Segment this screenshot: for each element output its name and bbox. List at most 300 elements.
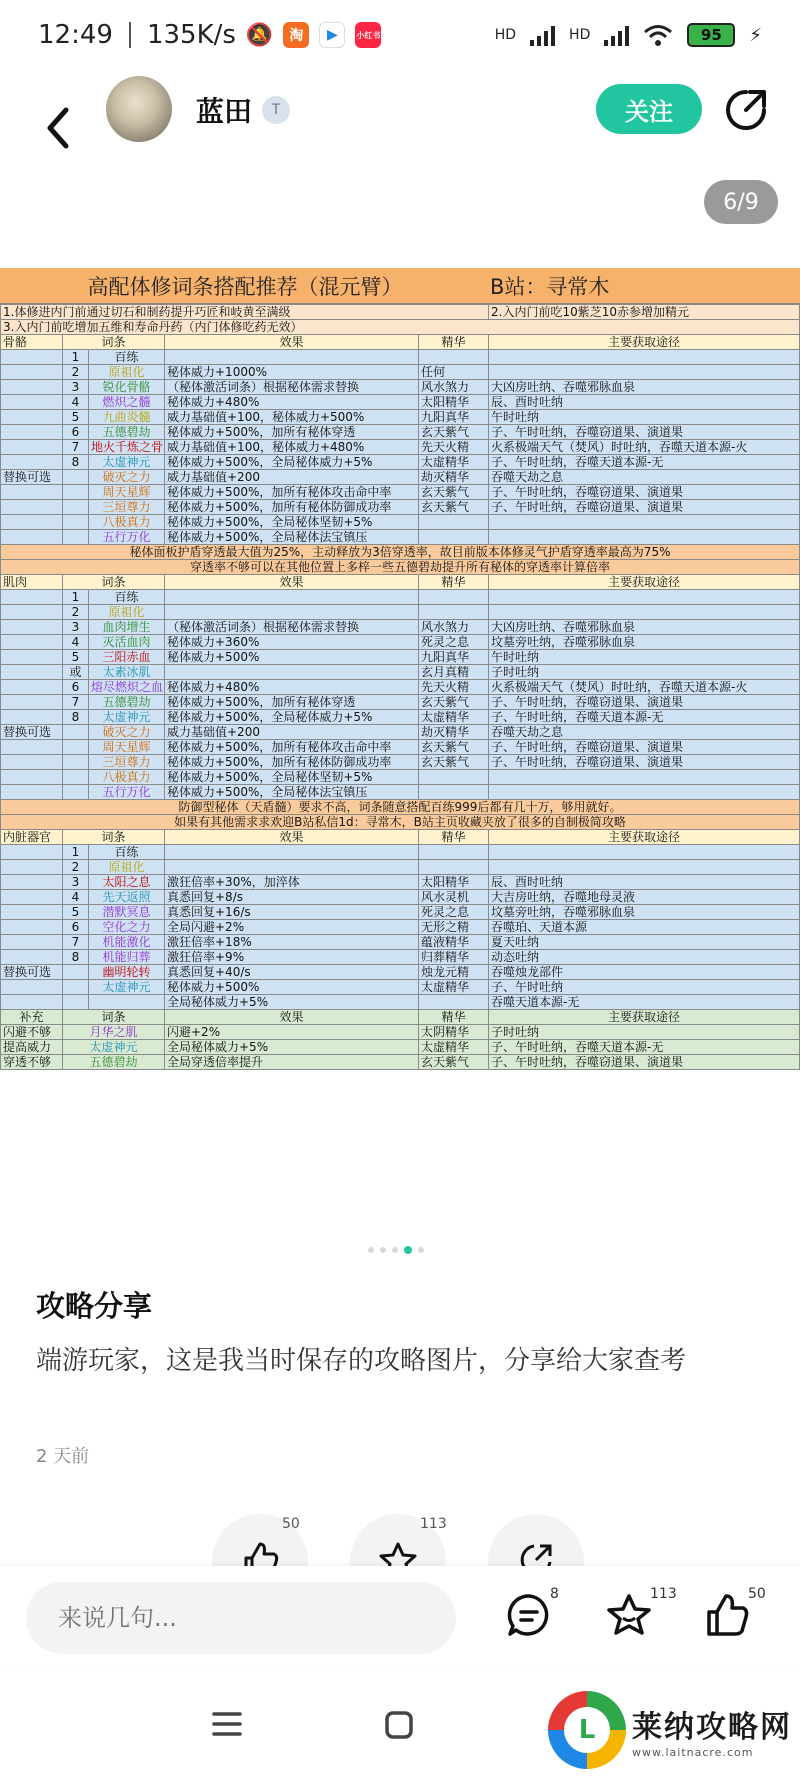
- thumbs-up-bottom-icon[interactable]: [704, 1592, 750, 1638]
- table-cell: 6: [63, 425, 89, 440]
- entry-name: 破灭之力: [89, 725, 165, 740]
- table-cell: 太虚精华: [419, 710, 489, 725]
- table-cell: [1, 365, 63, 380]
- table-cell: 2: [63, 605, 89, 620]
- column-header: 主要获取途径: [489, 575, 800, 590]
- entry-name: 潜默冥息: [89, 905, 165, 920]
- entry-name: 机能归葬: [89, 950, 165, 965]
- table-cell: [1, 440, 63, 455]
- table-cell: 穿透不够: [1, 1055, 63, 1070]
- table-cell: 烛龙元精: [419, 965, 489, 980]
- carousel-dots: [368, 1246, 424, 1254]
- table-cell: 劫灭精华: [419, 470, 489, 485]
- table-cell: [63, 770, 89, 785]
- table-cell: 1.体修进内门前通过切石和制药提升巧匠和岐黄至满级: [1, 305, 489, 320]
- table-cell: 全局秘体威力+5%: [165, 1040, 419, 1055]
- table-cell: [63, 530, 89, 545]
- xiaohongshu-app-icon: 小红书: [355, 22, 381, 48]
- wifi-icon: [643, 23, 673, 47]
- entry-name: 太素冰肌: [89, 665, 165, 680]
- table-cell: 坟墓旁吐纳，吞噬邪脉血泉: [489, 905, 800, 920]
- table-cell: （秘体激活词条）根据秘体需求替换: [165, 380, 419, 395]
- table-cell: [63, 755, 89, 770]
- table-cell: [165, 605, 419, 620]
- column-header: 精华: [419, 830, 489, 845]
- table-cell: [63, 485, 89, 500]
- table-cell: [1, 740, 63, 755]
- table-cell: 5: [63, 410, 89, 425]
- table-row: [1, 530, 800, 545]
- table-row: [1, 785, 800, 800]
- guide-table: [0, 304, 800, 1070]
- table-cell: （秘体激活词条）根据秘体需求替换: [165, 620, 419, 635]
- entry-name: 地火千炼之骨: [89, 440, 165, 455]
- column-header: 效果: [165, 335, 419, 350]
- table-cell: [1, 905, 63, 920]
- comment-bar: [0, 1566, 800, 1666]
- table-cell: 太阳精华: [419, 395, 489, 410]
- table-cell: [1, 455, 63, 470]
- table-cell: 风水煞力: [419, 620, 489, 635]
- table-row: [1, 545, 800, 560]
- entry-name: 周天星辉: [89, 740, 165, 755]
- table-cell: [1, 950, 63, 965]
- table-cell: [1, 410, 63, 425]
- carousel-dot: [392, 1247, 398, 1253]
- table-row: [1, 515, 800, 530]
- table-cell: 蕴液精华: [419, 935, 489, 950]
- entry-name: 熔尽燃炽之血: [89, 680, 165, 695]
- entry-name: 太阳之息: [89, 875, 165, 890]
- table-cell: 5: [63, 905, 89, 920]
- table-row: [1, 695, 800, 710]
- entry-name: 灭活血肉: [89, 635, 165, 650]
- table-row: [1, 830, 800, 845]
- table-cell: 玄天紫气: [419, 740, 489, 755]
- table-cell: 秘体威力+500%，全局秘体法宝镇压: [165, 530, 419, 545]
- table-cell: 威力基础值+100，秘体威力+480%: [165, 440, 419, 455]
- post-body: 端游玩家，这是我当时保存的攻略图片，分享给大家查考: [36, 1346, 687, 1376]
- hd-label-2: HD: [569, 27, 591, 43]
- table-cell: [1, 935, 63, 950]
- table-cell: 太虚精华: [419, 1040, 489, 1055]
- table-cell: 4: [63, 890, 89, 905]
- table-row: [1, 995, 800, 1010]
- table-row: [1, 1055, 800, 1070]
- table-cell: 太阳精华: [419, 875, 489, 890]
- table-cell: 秘体威力+500%，全局秘体坚韧+5%: [165, 770, 419, 785]
- guide-title-row: [0, 268, 800, 304]
- table-cell: 火系极端天气（焚风）时吐纳，吞噬天道本源-火: [489, 440, 800, 455]
- table-cell: 子、午时吐纳，吞噬窃道果、演道果: [489, 740, 800, 755]
- table-cell: 秘体威力+500%，加所有秘体穿透: [165, 425, 419, 440]
- table-cell: 玄天紫气: [419, 1055, 489, 1070]
- table-cell: 玄天紫气: [419, 485, 489, 500]
- table-cell: [1, 635, 63, 650]
- table-cell: 秘体威力+500%，全局秘体法宝镇压: [165, 785, 419, 800]
- table-cell: [1, 890, 63, 905]
- table-row: [1, 860, 800, 875]
- table-cell: [489, 860, 800, 875]
- table-cell: [489, 605, 800, 620]
- table-cell: [165, 860, 419, 875]
- table-cell: 秘体威力+480%: [165, 680, 419, 695]
- column-header: 效果: [165, 575, 419, 590]
- table-cell: 6: [63, 920, 89, 935]
- column-header: 词条: [63, 575, 165, 590]
- table-cell: 5: [63, 650, 89, 665]
- table-cell: 玄天紫气: [419, 500, 489, 515]
- table-cell: 3.入内门前吃增加五维和寿命丹药（内门体修吃药无效）: [1, 320, 800, 335]
- column-header: 词条: [63, 830, 165, 845]
- table-cell: 任何: [419, 365, 489, 380]
- table-cell: 大凶房吐纳、吞噬邪脉血泉: [489, 620, 800, 635]
- table-cell: [419, 860, 489, 875]
- play-store-icon: ▶: [319, 22, 345, 48]
- table-row: [1, 395, 800, 410]
- table-cell: 大吉房吐纳，吞噬地母灵液: [489, 890, 800, 905]
- table-cell: 秘体威力+500%，加所有秘体攻击命中率: [165, 485, 419, 500]
- table-cell: [165, 665, 419, 680]
- signal-icon-2: [604, 24, 629, 46]
- column-header: 补充: [1, 1010, 63, 1025]
- entry-name: [89, 995, 165, 1010]
- share-icon[interactable]: [724, 88, 768, 132]
- watermark-logo: L: [548, 1691, 626, 1769]
- table-cell: 子、午时吐纳，吞噬窃道果、演道果: [489, 1055, 800, 1070]
- table-cell: 风水煞力: [419, 380, 489, 395]
- table-cell: 秘体威力+500%，全局秘体威力+5%: [165, 710, 419, 725]
- table-row: [1, 350, 800, 365]
- column-header: 精华: [419, 575, 489, 590]
- carousel-dot: [380, 1247, 386, 1253]
- table-row: [1, 1025, 800, 1040]
- table-cell: 闪避+2%: [165, 1025, 419, 1040]
- table-cell: 2: [63, 860, 89, 875]
- table-row: [1, 935, 800, 950]
- table-cell: [1, 710, 63, 725]
- table-cell: 真悉回复+16/s: [165, 905, 419, 920]
- column-header: 主要获取途径: [489, 1010, 800, 1025]
- table-cell: 7: [63, 440, 89, 455]
- battery-indicator: 95: [687, 23, 735, 47]
- entry-name: 破灭之力: [89, 470, 165, 485]
- carousel-dot: [418, 1247, 424, 1253]
- table-cell: 或: [63, 665, 89, 680]
- entry-name: 太虚神元: [89, 710, 165, 725]
- table-cell: 全局秘体威力+5%: [165, 995, 419, 1010]
- column-header: 主要获取途径: [489, 830, 800, 845]
- column-header: 词条: [63, 1010, 165, 1025]
- table-cell: 玄天紫气: [419, 425, 489, 440]
- table-row: [1, 500, 800, 515]
- follow-button[interactable]: 关注: [596, 84, 702, 134]
- action-row: [0, 1514, 800, 1564]
- table-cell: 秘体威力+500%，全局秘体坚韧+5%: [165, 515, 419, 530]
- table-cell: [1, 605, 63, 620]
- entry-name: 原祖化: [89, 605, 165, 620]
- entry-name: 三垣尊力: [89, 755, 165, 770]
- table-row: [1, 575, 800, 590]
- table-row: [1, 440, 800, 455]
- table-cell: [63, 470, 89, 485]
- table-cell: 吞噬珀、天道本源: [489, 920, 800, 935]
- table-cell: 激狂倍率+18%: [165, 935, 419, 950]
- table-cell: 无形之精: [419, 920, 489, 935]
- entry-name: 百练: [89, 350, 165, 365]
- table-cell: [1, 875, 63, 890]
- table-cell: 吞噬天劫之息: [489, 470, 800, 485]
- entry-name: 九曲炎髓: [89, 410, 165, 425]
- table-cell: [1, 665, 63, 680]
- table-cell: 吞噬天道本源-无: [489, 995, 800, 1010]
- table-cell: [1, 425, 63, 440]
- table-row: [1, 320, 800, 335]
- column-header: 效果: [165, 1010, 419, 1025]
- table-cell: 4: [63, 395, 89, 410]
- table-cell: 秘体威力+500%，全局秘体威力+5%: [165, 455, 419, 470]
- table-cell: [1, 785, 63, 800]
- table-cell: [489, 530, 800, 545]
- watermark-url: www.laitnacre.com: [632, 1745, 754, 1759]
- table-row: [1, 665, 800, 680]
- entry-name: 三垣尊力: [89, 500, 165, 515]
- favorite-star-icon[interactable]: [606, 1592, 652, 1638]
- table-cell: [489, 515, 800, 530]
- table-row: [1, 725, 800, 740]
- table-note: 穿透率不够可以在其他位置上多梓一些五德碧劫提升所有秘体的穿透率计算倍率: [1, 560, 800, 575]
- table-cell: [165, 350, 419, 365]
- table-cell: [489, 590, 800, 605]
- table-cell: 3: [63, 620, 89, 635]
- entry-name: 血肉增生: [89, 620, 165, 635]
- charging-icon: ⚡: [749, 24, 762, 46]
- table-cell: 午时吐纳: [489, 650, 800, 665]
- table-row: [1, 1040, 800, 1055]
- table-cell: [1, 695, 63, 710]
- mute-bell-icon: 🔕: [245, 22, 274, 48]
- table-cell: 太虚精华: [419, 455, 489, 470]
- table-row: [1, 800, 800, 815]
- user-name[interactable]: 蓝田: [196, 95, 253, 128]
- table-cell: [1, 980, 63, 995]
- table-cell: 威力基础值+100，秘体威力+500%: [165, 410, 419, 425]
- table-row: [1, 365, 800, 380]
- entry-name: 百练: [89, 590, 165, 605]
- table-cell: 动态吐纳: [489, 950, 800, 965]
- table-cell: [419, 605, 489, 620]
- table-cell: 全局穿透倍率提升: [165, 1055, 419, 1070]
- column-header: 主要获取途径: [489, 335, 800, 350]
- table-cell: 秘体威力+500%: [165, 650, 419, 665]
- table-cell: 秘体威力+500%: [165, 980, 419, 995]
- table-cell: 秘体威力+500%，加所有秘体防御成功率: [165, 500, 419, 515]
- table-row: [1, 920, 800, 935]
- table-cell: [1, 485, 63, 500]
- comment-input[interactable]: [26, 1582, 456, 1654]
- table-row: [1, 1010, 800, 1025]
- table-row: [1, 710, 800, 725]
- guide-title: 高配体修词条搭配推荐（混元臂）: [87, 274, 403, 299]
- table-cell: 坟墓旁吐纳，吞噬邪脉血泉: [489, 635, 800, 650]
- entry-name: 八极真力: [89, 770, 165, 785]
- table-cell: [419, 590, 489, 605]
- table-cell: [165, 845, 419, 860]
- column-header: 效果: [165, 830, 419, 845]
- table-cell: 真悉回复+40/s: [165, 965, 419, 980]
- table-row: [1, 875, 800, 890]
- table-row: [1, 905, 800, 920]
- entry-name: 八极真力: [89, 515, 165, 530]
- table-cell: [63, 980, 89, 995]
- table-cell: 辰、酉时吐纳: [489, 875, 800, 890]
- table-cell: 子时吐纳: [489, 665, 800, 680]
- table-cell: 风水灵机: [419, 890, 489, 905]
- entry-name: 五德碧劫: [89, 695, 165, 710]
- table-cell: 威力基础值+200: [165, 725, 419, 740]
- table-note: 防御型秘体（天盾髓）要求不高，词条随意搭配百练999后都有几十万，够用就好。: [1, 800, 800, 815]
- table-cell: [165, 590, 419, 605]
- table-cell: [63, 725, 89, 740]
- table-cell: 辰、酉时吐纳: [489, 395, 800, 410]
- table-cell: [419, 530, 489, 545]
- table-cell: 1: [63, 590, 89, 605]
- table-cell: 1: [63, 350, 89, 365]
- entry-name: 空化之力: [89, 920, 165, 935]
- table-cell: 替换可选: [1, 965, 63, 980]
- table-cell: [419, 785, 489, 800]
- table-row: [1, 455, 800, 470]
- avatar[interactable]: [106, 76, 172, 142]
- table-cell: [419, 995, 489, 1010]
- table-cell: [1, 680, 63, 695]
- table-cell: 劫灭精华: [419, 725, 489, 740]
- entry-name: 燃炽之髓: [89, 395, 165, 410]
- table-row: [1, 815, 800, 830]
- entry-name: 五德碧劫: [89, 425, 165, 440]
- table-row: [1, 680, 800, 695]
- entry-name: 太虚神元: [89, 980, 165, 995]
- home-nav-icon[interactable]: [384, 1710, 414, 1740]
- table-cell: 九阳真华: [419, 650, 489, 665]
- table-row: [1, 380, 800, 395]
- table-row: [1, 635, 800, 650]
- table-row: [1, 425, 800, 440]
- table-cell: [1, 620, 63, 635]
- table-row: [1, 485, 800, 500]
- table-row: [1, 335, 800, 350]
- table-cell: [1, 770, 63, 785]
- entry-name: 原祖化: [89, 860, 165, 875]
- table-cell: 1: [63, 845, 89, 860]
- table-cell: 子时吐纳: [489, 1025, 800, 1040]
- table-cell: 子、午时吐纳，吞噬天道本源-无: [489, 710, 800, 725]
- table-cell: [489, 785, 800, 800]
- table-row: [1, 890, 800, 905]
- table-cell: 玄天紫气: [419, 695, 489, 710]
- comment-icon[interactable]: [506, 1592, 552, 1638]
- table-cell: [419, 515, 489, 530]
- table-row: [1, 590, 800, 605]
- column-header: 内脏器官: [1, 830, 63, 845]
- entry-name: 百练: [89, 845, 165, 860]
- table-cell: 先天火精: [419, 680, 489, 695]
- entry-name: 幽明轮转: [89, 965, 165, 980]
- table-cell: 子、午时吐纳，吞噬窃道果、演道果: [489, 500, 800, 515]
- signal-icon-1: [530, 24, 555, 46]
- guide-source: B站：寻常木: [490, 274, 610, 299]
- entry-name: 先天返照: [89, 890, 165, 905]
- table-cell: 先天火精: [419, 440, 489, 455]
- table-cell: 火系极端天气（焚风）时吐纳，吞噬天道本源-火: [489, 680, 800, 695]
- entry-name: 太虚神元: [63, 1040, 165, 1055]
- table-note: 秘体面板护盾穿透最大值为25%，主动释放为3倍穿透率，故目前版本体修灵气护盾穿透率最高为75%: [1, 545, 800, 560]
- user-level-badge: T: [262, 96, 290, 124]
- table-cell: [1, 650, 63, 665]
- table-cell: [1, 920, 63, 935]
- table-cell: 秘体威力+500%，加所有秘体防御成功率: [165, 755, 419, 770]
- table-cell: 8: [63, 950, 89, 965]
- table-cell: 子、午时吐纳，吞噬窃道果、演道果: [489, 755, 800, 770]
- table-cell: [63, 740, 89, 755]
- table-cell: [419, 350, 489, 365]
- table-row: [1, 560, 800, 575]
- favorite-count: 113: [420, 1516, 447, 1532]
- table-cell: 死灵之息: [419, 905, 489, 920]
- image-counter: 6/9: [704, 180, 778, 224]
- table-cell: 子、午时吐纳，吞噬窃道果、演道果: [489, 485, 800, 500]
- table-cell: 夏天吐纳: [489, 935, 800, 950]
- carousel-dot: [368, 1247, 374, 1253]
- network-speed: 135K/s: [146, 20, 236, 50]
- table-cell: [419, 770, 489, 785]
- table-cell: 2: [63, 365, 89, 380]
- hd-label-1: HD: [494, 27, 517, 43]
- table-cell: 太阴精华: [419, 1025, 489, 1040]
- watermark-name: 莱纳攻略网: [632, 1709, 792, 1745]
- table-cell: [489, 365, 800, 380]
- guide-image[interactable]: [0, 268, 800, 1110]
- menu-nav-icon[interactable]: [212, 1710, 242, 1738]
- table-cell: 激狂倍率+30%，加淬体: [165, 875, 419, 890]
- entry-name: 五行万化: [89, 530, 165, 545]
- favorite-star-count: 113: [650, 1586, 677, 1602]
- table-cell: 4: [63, 635, 89, 650]
- back-arrow-icon[interactable]: [38, 98, 78, 158]
- table-cell: [1, 515, 63, 530]
- entry-name: 太虚神元: [89, 455, 165, 470]
- post-title: 攻略分享: [36, 1289, 153, 1323]
- table-row: [1, 770, 800, 785]
- like-bottom-count: 50: [748, 1586, 766, 1602]
- table-cell: 吞噬天劫之息: [489, 725, 800, 740]
- table-cell: [1, 395, 63, 410]
- table-row: [1, 410, 800, 425]
- table-cell: 秘体威力+500%，加所有秘体穿透: [165, 695, 419, 710]
- table-cell: 6: [63, 680, 89, 695]
- entry-name: 原祖化: [89, 365, 165, 380]
- table-cell: 全局闪避+2%: [165, 920, 419, 935]
- table-cell: 替换可选: [1, 470, 63, 485]
- table-row: [1, 845, 800, 860]
- table-cell: 秘体威力+500%，加所有秘体攻击命中率: [165, 740, 419, 755]
- table-cell: [1, 755, 63, 770]
- status-bar: [0, 0, 800, 70]
- table-cell: 8: [63, 455, 89, 470]
- entry-name: 锐化骨骼: [89, 380, 165, 395]
- table-cell: [63, 785, 89, 800]
- entry-name: 五行万化: [89, 785, 165, 800]
